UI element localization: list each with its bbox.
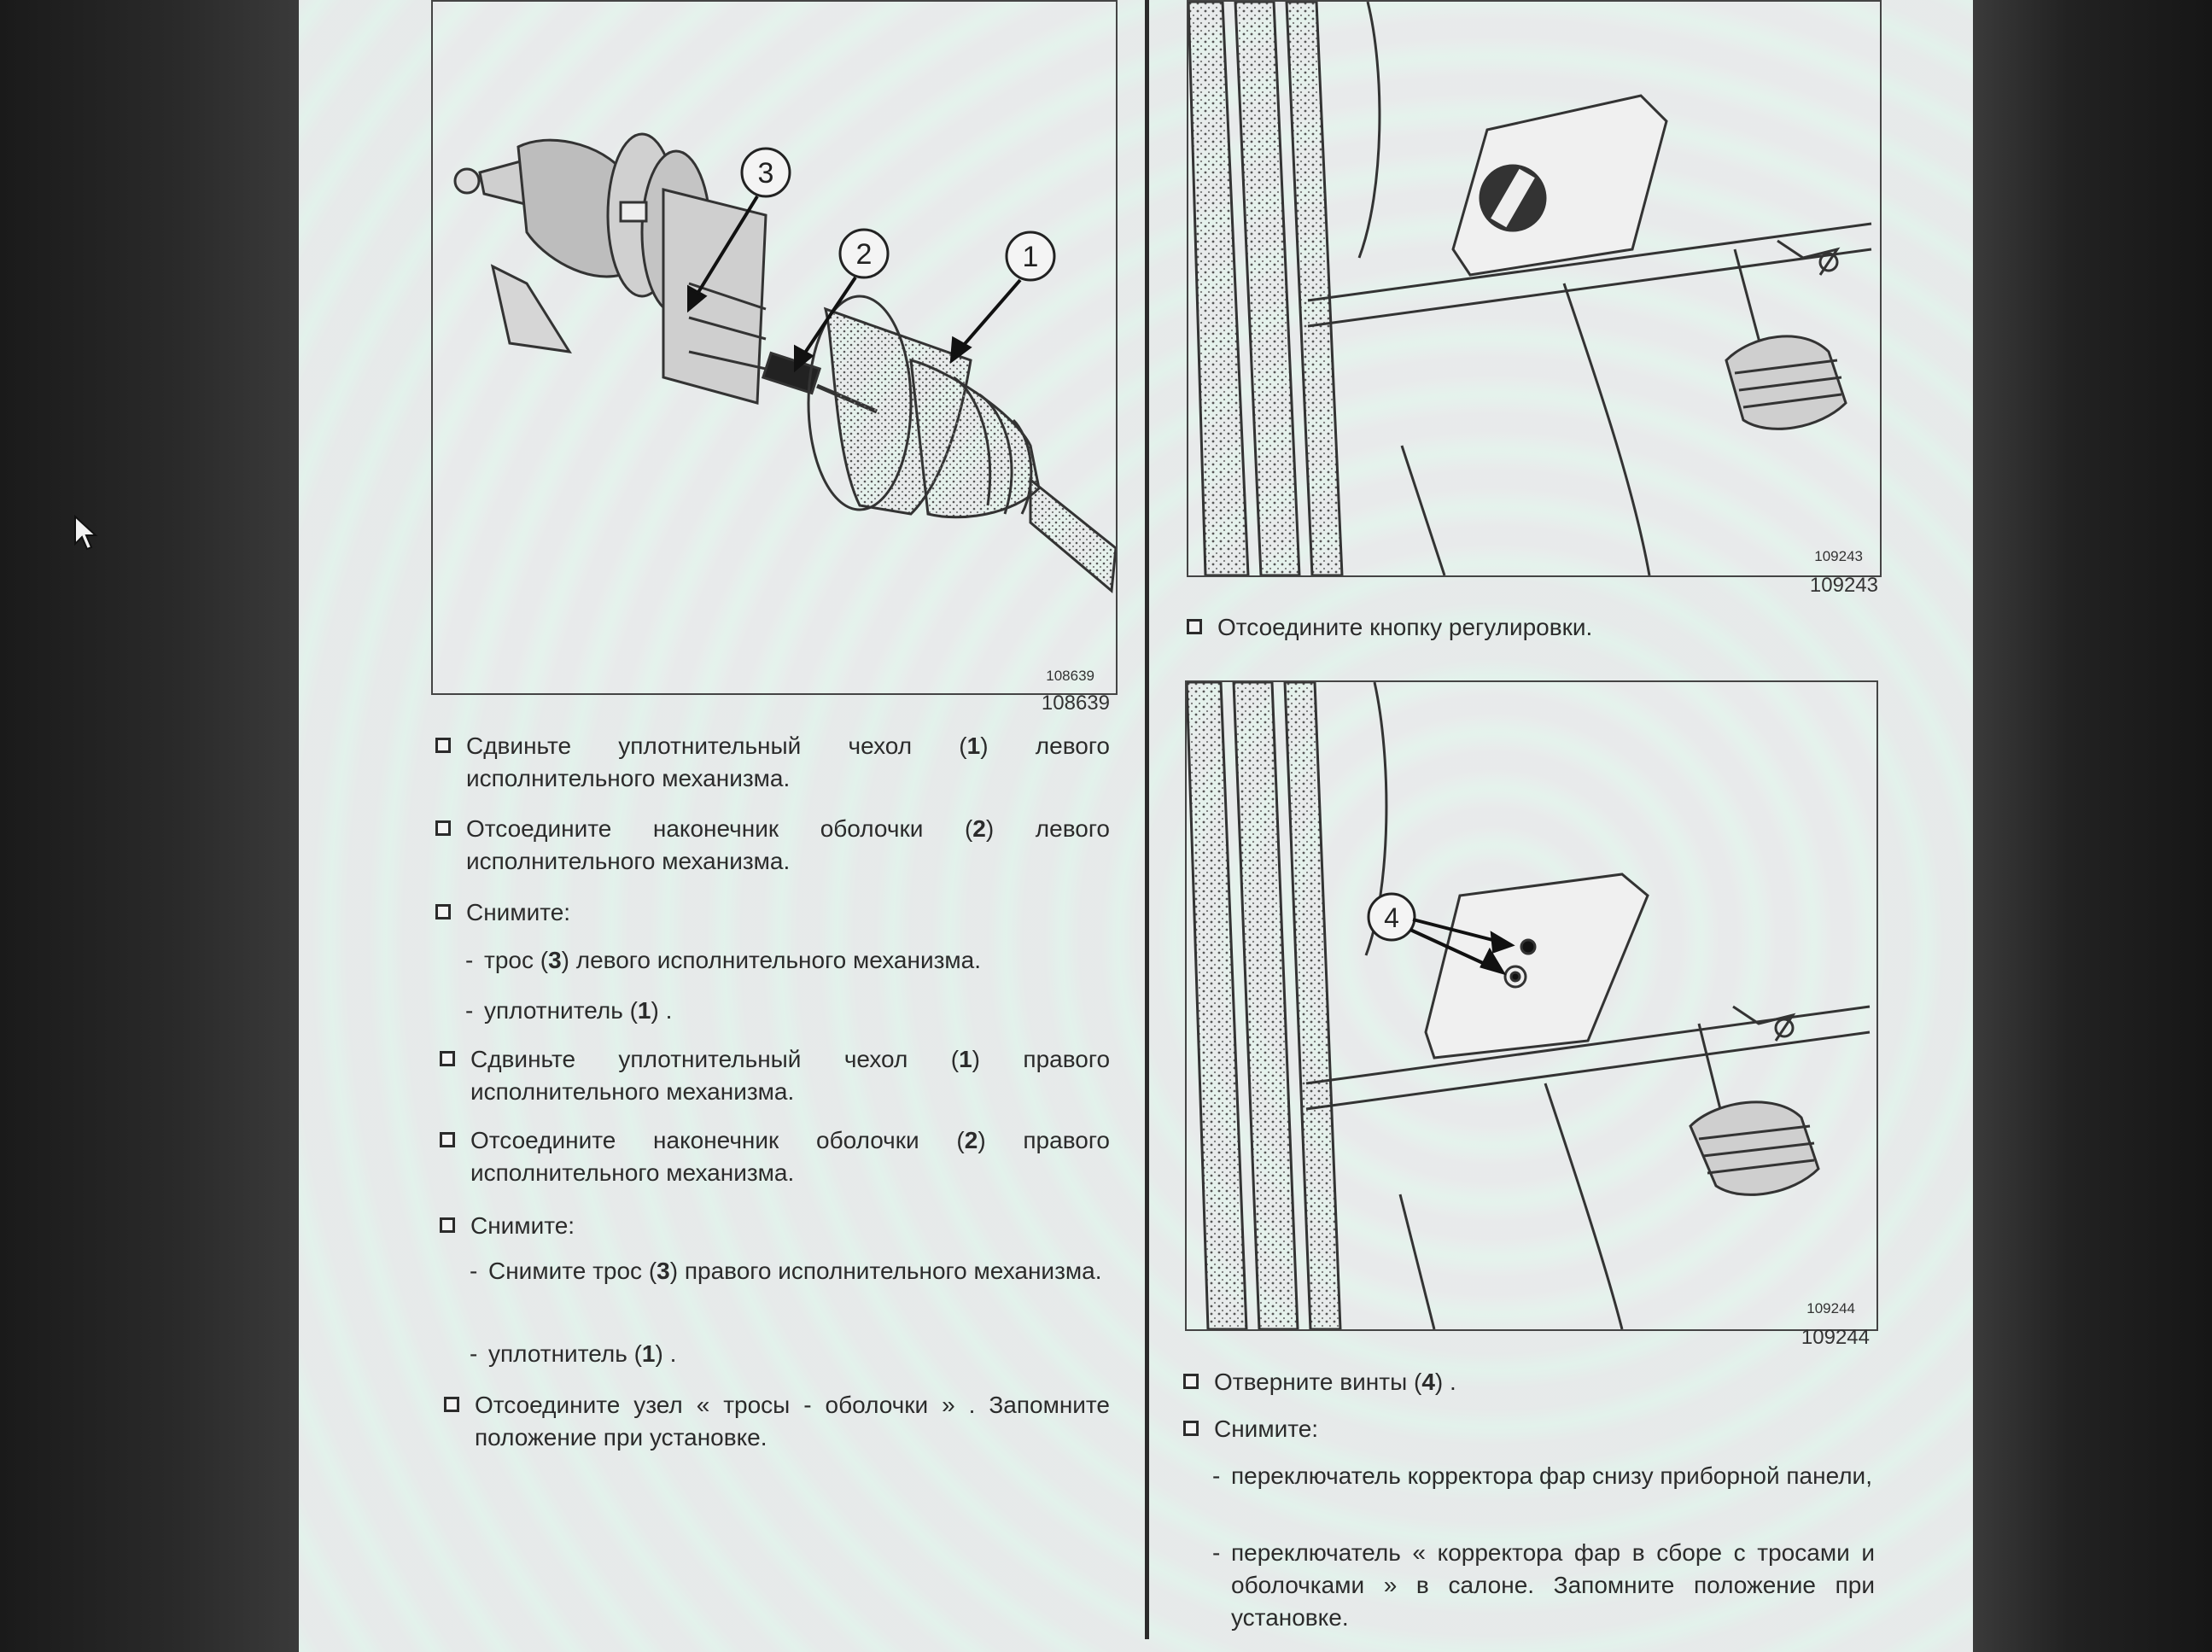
dashboard-knob-drawing xyxy=(1188,2,1880,575)
dash-bullet: - xyxy=(1212,1539,1221,1566)
checkbox-bullet-icon xyxy=(435,738,451,753)
step-remove-switch: Снимите: xyxy=(1183,1413,1875,1445)
figure-3-caption: 109244 xyxy=(1801,1326,1870,1349)
sub-remove-switch-under-panel: - переключатель корректора фар снизу приборной панели, xyxy=(1212,1460,1875,1492)
checkbox-bullet-icon xyxy=(435,904,451,919)
sub-remove-seal-right: - уплотнитель (1) . xyxy=(470,1338,1110,1370)
step-disconnect-sheath-left: Отсоедините наконечник оболочки (2) левого исполнительного механизма. xyxy=(435,813,1110,878)
checkbox-bullet-icon xyxy=(440,1217,455,1233)
sub-remove-cable-left: - трос (3) левого исполнительного механизма. xyxy=(465,944,1110,977)
step-disconnect-sheath-right: Отсоедините наконечник оболочки (2) правого исполнительного механизма. xyxy=(440,1124,1110,1189)
monitor-bezel-right xyxy=(1973,0,2212,1652)
callout-2: 2 xyxy=(855,238,873,271)
actuator-drawing xyxy=(433,2,1116,693)
dash-bullet: - xyxy=(470,1340,478,1367)
step-slide-boot-right: Сдвиньте уплотнительный чехол (1) правого исполнительного механизма. xyxy=(440,1043,1110,1108)
dashboard-screws-drawing xyxy=(1187,682,1876,1329)
step-unscrew-screws: Отверните винты (4) . xyxy=(1183,1366,1875,1398)
mouse-cursor-icon xyxy=(73,515,99,552)
checkbox-bullet-icon xyxy=(440,1132,455,1147)
checkbox-bullet-icon xyxy=(435,820,451,836)
callout-3: 3 xyxy=(757,157,774,190)
callout-4: 4 xyxy=(1384,902,1399,933)
step-slide-boot-left: Сдвиньте уплотнительный чехол (1) левого исполнительного механизма. xyxy=(435,730,1110,795)
checkbox-bullet-icon xyxy=(1183,1421,1199,1436)
dash-bullet: - xyxy=(1212,1462,1221,1489)
monitor-bezel-left xyxy=(0,0,299,1652)
manual-page xyxy=(299,0,1973,1652)
sub-remove-seal-left: - уплотнитель (1) . xyxy=(465,995,1110,1027)
dash-bullet: - xyxy=(465,997,474,1024)
checkbox-bullet-icon xyxy=(1187,619,1202,634)
sub-remove-cable-right: - Снимите трос (3) правого исполнительного механизма. xyxy=(470,1255,1110,1287)
step-disconnect-knob: Отсоедините кнопку регулировки. xyxy=(1187,611,1878,644)
dash-bullet: - xyxy=(470,1258,478,1284)
figure-2-inner-label: 109243 xyxy=(1814,548,1863,564)
sub-remove-switch-assembly: - переключатель « корректора фар в сборе с тросами и оболочками » в салоне. Запомните положение при установке. xyxy=(1212,1537,1875,1634)
figure-3-inner-label: 109244 xyxy=(1806,1300,1855,1316)
step-disconnect-assembly: Отсоедините узел « тросы - оболочки » . Запомните положение при установке. xyxy=(444,1389,1110,1454)
checkbox-bullet-icon xyxy=(1183,1374,1199,1389)
callout-1: 1 xyxy=(1022,241,1039,273)
figure-actuator-cable xyxy=(431,0,1118,695)
dash-bullet: - xyxy=(465,947,474,973)
checkbox-bullet-icon xyxy=(444,1397,459,1412)
figure-adjust-knob xyxy=(1187,0,1882,577)
checkbox-bullet-icon xyxy=(440,1051,455,1066)
figure-1-caption: 108639 xyxy=(1041,692,1110,715)
column-divider xyxy=(1145,0,1149,1639)
step-remove-left: Снимите: xyxy=(435,896,1110,929)
step-remove-right: Снимите: xyxy=(440,1210,1110,1242)
figure-1-inner-label: 108639 xyxy=(1046,668,1094,684)
figure-2-caption: 109243 xyxy=(1809,574,1878,597)
figure-screws xyxy=(1185,680,1878,1331)
